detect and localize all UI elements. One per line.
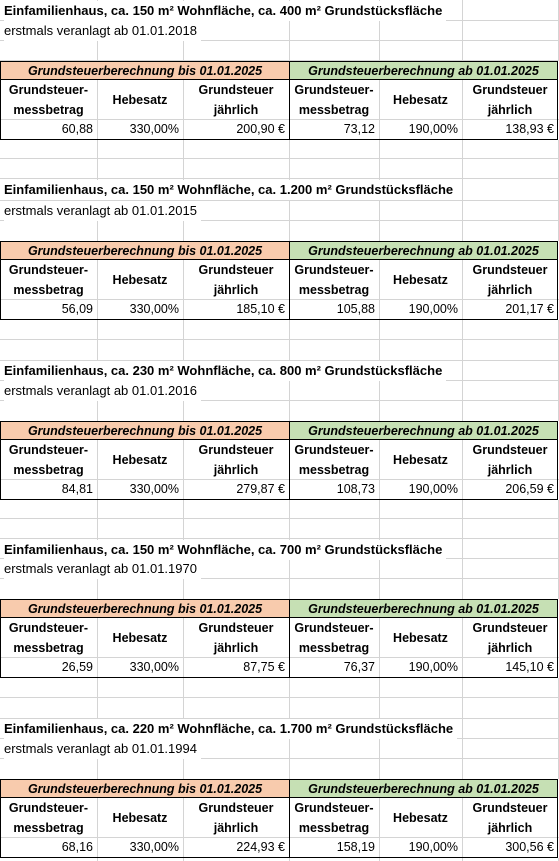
value-steuer-after: 300,56 € <box>505 840 554 854</box>
tax-table <box>0 599 559 678</box>
example-title: Einfamilienhaus, ca. 150 m² Wohnfläche, ca. 400 m² Grundstücksfläche <box>4 1 446 21</box>
value-steuer-before: 200,90 € <box>236 122 285 136</box>
value-steuer-after: 206,59 € <box>505 482 554 496</box>
column-steuer: Grundsteuer jährlich <box>472 801 548 835</box>
example-title: Einfamilienhaus, ca. 220 m² Wohnfläche, ca. 1.700 m² Grundstücksfläche <box>4 719 457 739</box>
value-hebesatz-after: 190,00% <box>408 302 458 316</box>
value-messbetrag-before: 56,09 <box>61 302 93 316</box>
column-hebesatz: Hebesatz <box>393 93 448 107</box>
value-steuer-after: 138,93 € <box>505 122 554 136</box>
header-before-2025: Grundsteuerberechnung bis 01.01.2025 <box>0 779 290 798</box>
example-subtitle: erstmals veranlagt ab 01.01.2015 <box>4 201 201 221</box>
column-hebesatz: Hebesatz <box>393 811 448 825</box>
column-hebesatz: Hebesatz <box>112 811 168 825</box>
value-hebesatz-after: 190,00% <box>408 660 458 674</box>
column-steuer: Grundsteuer jährlich <box>198 801 274 835</box>
value-hebesatz-after: 190,00% <box>408 482 458 496</box>
value-steuer-after: 201,17 € <box>505 302 554 316</box>
value-steuer-before: 224,93 € <box>236 840 285 854</box>
column-steuer: Grundsteuer jährlich <box>198 621 274 655</box>
tax-table <box>0 779 559 858</box>
column-messbetrag: Grundsteuer- messbetrag <box>8 263 89 297</box>
column-messbetrag: Grundsteuer- messbetrag <box>8 621 89 655</box>
example-subtitle: erstmals veranlagt ab 01.01.2018 <box>4 21 201 41</box>
header-after-2025: Grundsteuerberechnung ab 01.01.2025 <box>289 599 558 618</box>
column-hebesatz: Hebesatz <box>112 93 168 107</box>
column-hebesatz: Hebesatz <box>112 453 168 467</box>
value-messbetrag-after: 108,73 <box>336 482 375 496</box>
column-messbetrag: Grundsteuer- messbetrag <box>294 443 374 477</box>
column-messbetrag: Grundsteuer- messbetrag <box>8 83 89 117</box>
value-steuer-before: 87,75 € <box>243 660 285 674</box>
value-messbetrag-after: 105,88 <box>336 302 375 316</box>
grid-row-line <box>0 518 559 519</box>
example-title: Einfamilienhaus, ca. 230 m² Wohnfläche, ca. 800 m² Grundstücksfläche <box>4 361 446 381</box>
tax-table <box>0 61 559 140</box>
column-messbetrag: Grundsteuer- messbetrag <box>294 263 374 297</box>
example-subtitle: erstmals veranlagt ab 01.01.1970 <box>4 559 201 579</box>
value-hebesatz-before: 330,00% <box>129 482 179 496</box>
header-before-2025: Grundsteuerberechnung bis 01.01.2025 <box>0 61 290 80</box>
column-hebesatz: Hebesatz <box>393 453 448 467</box>
value-hebesatz-after: 190,00% <box>408 122 458 136</box>
grid-row-line <box>0 158 559 159</box>
example-title: Einfamilienhaus, ca. 150 m² Wohnfläche, ca. 700 m² Grundstücksfläche <box>4 540 446 560</box>
value-steuer-after: 145,10 € <box>505 660 554 674</box>
grid-row-line <box>0 538 559 539</box>
value-messbetrag-before: 60,88 <box>61 122 93 136</box>
header-after-2025: Grundsteuerberechnung ab 01.01.2025 <box>289 61 558 80</box>
column-steuer: Grundsteuer jährlich <box>198 263 274 297</box>
value-messbetrag-after: 158,19 <box>336 840 375 854</box>
column-steuer: Grundsteuer jährlich <box>198 83 274 117</box>
value-messbetrag-after: 73,12 <box>343 122 375 136</box>
column-messbetrag: Grundsteuer- messbetrag <box>294 801 374 835</box>
tax-table <box>0 421 559 500</box>
column-steuer: Grundsteuer jährlich <box>472 621 548 655</box>
value-hebesatz-after: 190,00% <box>408 840 458 854</box>
value-steuer-before: 185,10 € <box>236 302 285 316</box>
tax-table <box>0 241 559 320</box>
grid-row-line <box>0 697 559 698</box>
header-before-2025: Grundsteuerberechnung bis 01.01.2025 <box>0 599 290 618</box>
value-hebesatz-before: 330,00% <box>129 122 179 136</box>
header-before-2025: Grundsteuerberechnung bis 01.01.2025 <box>0 421 290 440</box>
value-hebesatz-before: 330,00% <box>129 840 179 854</box>
column-steuer: Grundsteuer jährlich <box>472 263 548 297</box>
value-messbetrag-before: 26,59 <box>61 660 93 674</box>
value-messbetrag-before: 68,16 <box>61 840 93 854</box>
example-subtitle: erstmals veranlagt ab 01.01.2016 <box>4 381 201 401</box>
header-after-2025: Grundsteuerberechnung ab 01.01.2025 <box>289 421 558 440</box>
column-hebesatz: Hebesatz <box>112 273 168 287</box>
column-steuer: Grundsteuer jährlich <box>472 443 548 477</box>
value-hebesatz-before: 330,00% <box>129 660 179 674</box>
column-steuer: Grundsteuer jährlich <box>198 443 274 477</box>
header-after-2025: Grundsteuerberechnung ab 01.01.2025 <box>289 241 558 260</box>
column-steuer: Grundsteuer jährlich <box>472 83 548 117</box>
column-messbetrag: Grundsteuer- messbetrag <box>294 83 374 117</box>
value-hebesatz-before: 330,00% <box>129 302 179 316</box>
column-hebesatz: Hebesatz <box>393 631 448 645</box>
example-title: Einfamilienhaus, ca. 150 m² Wohnfläche, ca. 1.200 m² Grundstücksfläche <box>4 180 457 200</box>
column-messbetrag: Grundsteuer- messbetrag <box>294 621 374 655</box>
column-messbetrag: Grundsteuer- messbetrag <box>8 443 89 477</box>
column-hebesatz: Hebesatz <box>112 631 168 645</box>
header-before-2025: Grundsteuerberechnung bis 01.01.2025 <box>0 241 290 260</box>
header-after-2025: Grundsteuerberechnung ab 01.01.2025 <box>289 779 558 798</box>
value-messbetrag-before: 84,81 <box>61 482 93 496</box>
value-steuer-before: 279,87 € <box>236 482 285 496</box>
column-messbetrag: Grundsteuer- messbetrag <box>8 801 89 835</box>
grid-row-line <box>0 178 559 179</box>
grid-row-line <box>0 339 559 340</box>
example-subtitle: erstmals veranlagt ab 01.01.1994 <box>4 739 201 759</box>
column-hebesatz: Hebesatz <box>393 273 448 287</box>
value-messbetrag-after: 76,37 <box>343 660 375 674</box>
